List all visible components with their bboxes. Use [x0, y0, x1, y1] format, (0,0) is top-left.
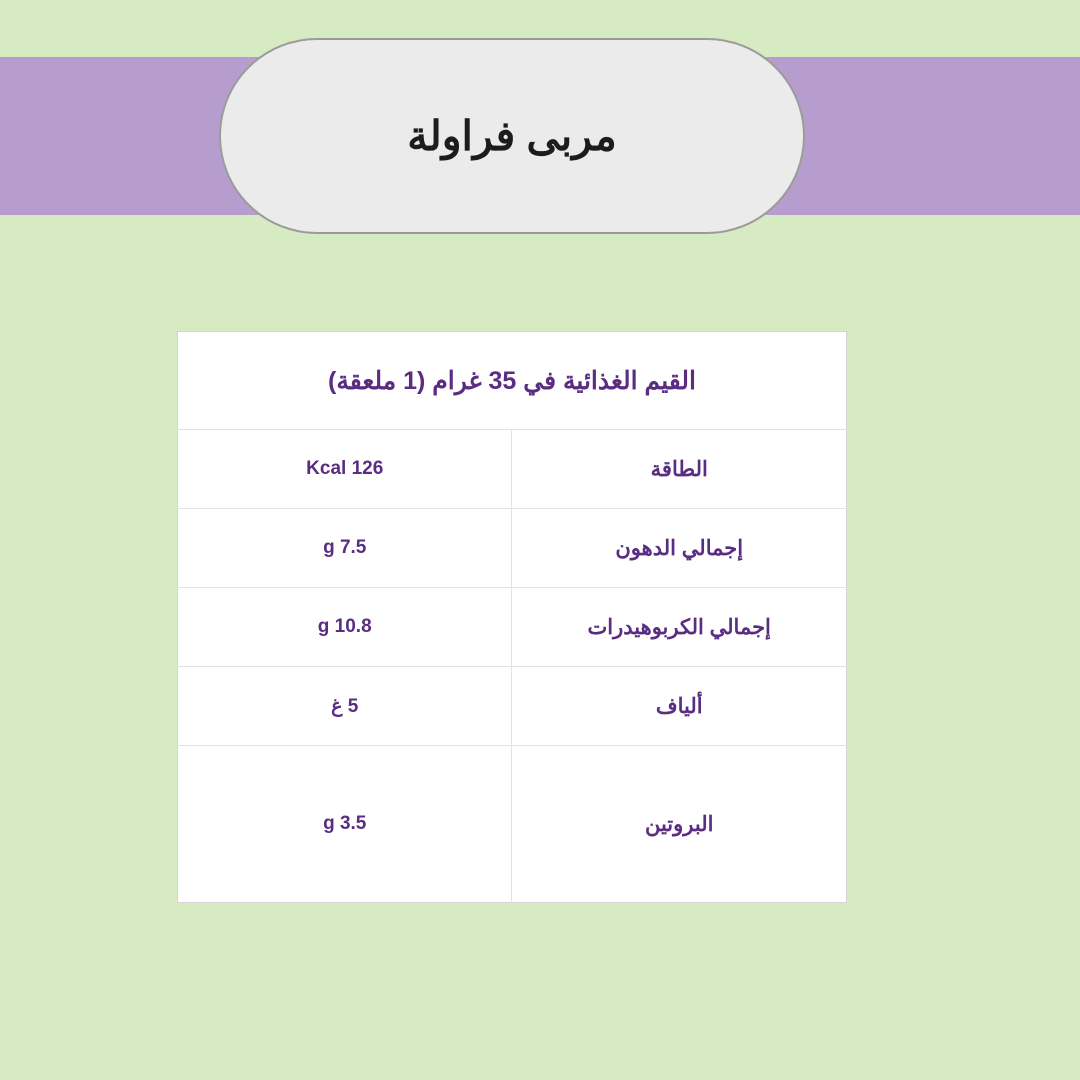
table-row [178, 588, 847, 667]
nutrient-label: البروتين [512, 746, 847, 903]
product-title-pill [219, 38, 805, 234]
nutrient-value: 7.5 g [178, 509, 512, 588]
nutrient-label: إجمالي الدهون [512, 509, 847, 588]
table-row [178, 746, 847, 903]
nutrient-value: 10.8 g [178, 588, 512, 667]
nutrient-label: الطاقة [512, 430, 847, 509]
table-header-row [178, 332, 847, 430]
nutrient-value: 126 Kcal [178, 430, 512, 509]
table-row [178, 667, 847, 746]
table-row [178, 430, 847, 509]
nutrition-table-title: القيم الغذائية في 35 غرام (1 ملعقة) [178, 332, 847, 430]
table-row [178, 509, 847, 588]
nutrient-value: 3.5 g [178, 746, 512, 903]
page-title: مربى فراولة [407, 112, 617, 159]
nutrient-label: ألياف [512, 667, 847, 746]
nutrient-label: إجمالي الكربوهيدرات [512, 588, 847, 667]
nutrition-facts-table [177, 331, 847, 903]
nutrient-value: 5 غ [178, 667, 512, 746]
